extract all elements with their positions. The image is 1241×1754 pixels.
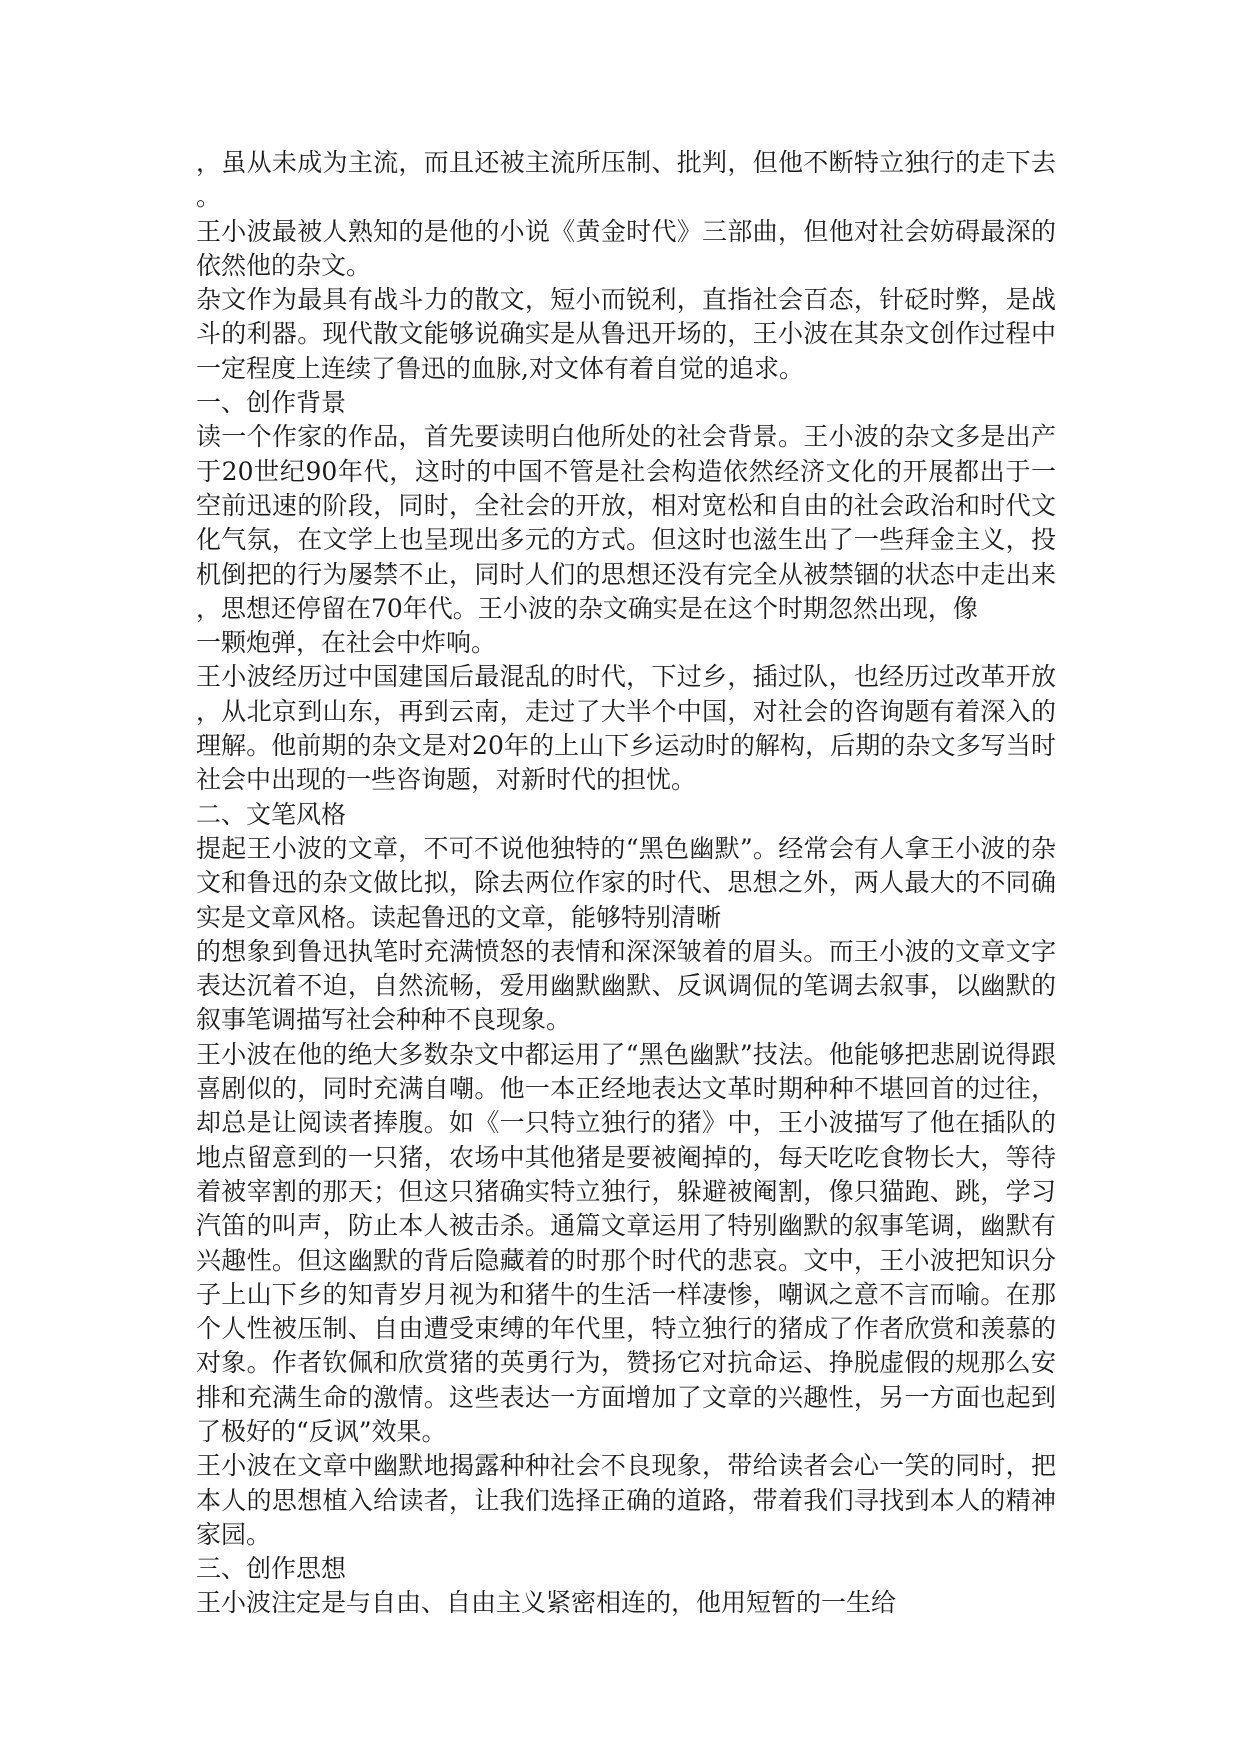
text-line: 一定程度上连续了鲁迅的血脉,对文体有着自觉的追求。 [196, 353, 804, 383]
text-line: 本人的思想植入给读者，让我们选择正确的道路，带着我们寻找到本人的精神 [196, 1485, 1056, 1515]
text-line: 读一个作家的作品，首先要读明白他所处的社会背景。王小波的杂文多是出产 [196, 422, 1056, 452]
text-line: 对象。作者钦佩和欣赏猪的英勇行为，赞扬它对抗命运、挣脱虚假的规那么安 [196, 1348, 1056, 1378]
text-line: 排和充满生命的激情。这些表达一方面增加了文章的兴趣性，另一方面也起到 [196, 1382, 1056, 1412]
text-line: 斗的利器。现代散文能够说确实是从鲁迅开场的，王小波在其杂文创作过程中 [196, 319, 1056, 349]
text-line: 的想象到鲁迅执笔时充满愤怒的表情和深深皱着的眉头。而王小波的文章文字 [196, 936, 1056, 966]
text-line: 喜剧似的，同时充满自嘲。他一本正经地表达文革时期种种不堪回首的过往， [196, 1074, 1056, 1104]
text-line: 王小波经历过中国建国后最混乱的时代，下过乡，插过队，也经历过改革开放 [196, 662, 1056, 692]
text-line: 三、创作思想 [196, 1554, 347, 1584]
text-line: ，思想还停留在70年代。王小波的杂文确实是在这个时期忽然出现，像 [196, 593, 978, 623]
text-line: 子上山下乡的知青岁月视为和猪牛的生活一样凄惨，嘲讽之意不言而喻。在那 [196, 1279, 1056, 1309]
text-line: 着被宰割的那天；但这只猪确实特立独行，躲避被阉割，像只猫跑、跳，学习 [196, 1176, 1056, 1206]
text-line: 杂文作为最具有战斗力的散文，短小而锐利，直指社会百态，针砭时弊，是战 [196, 285, 1056, 315]
text-line: 兴趣性。但这幽默的背后隐藏着的时那个时代的悲哀。文中，王小波把知识分 [196, 1245, 1056, 1275]
text-line: 地点留意到的一只猪，农场中其他猪是要被阉掉的，每天吃吃食物长大，等待 [196, 1142, 1056, 1172]
text-line: 一颗炮弹，在社会中炸响。 [196, 628, 497, 658]
text-line: 机倒把的行为屡禁不止，同时人们的思想还没有完全从被禁锢的状态中走出来 [196, 559, 1056, 589]
text-line: 理解。他前期的杂文是对20年的上山下乡运动时的解构，后期的杂文多写当时 [196, 731, 1056, 761]
text-line: 却总是让阅读者捧腹。如《一只特立独行的猪》中，王小波描写了他在插队的 [196, 1108, 1056, 1138]
text-line: 。 [196, 182, 222, 212]
text-line: 了极好的“反讽”效果。 [196, 1416, 447, 1446]
text-line: 于20世纪90年代，这时的中国不管是社会构造依然经济文化的开展都出于一 [196, 456, 1056, 486]
text-line: 空前迅速的阶段，同时，全社会的开放，相对宽松和自由的社会政治和时代文 [196, 490, 1056, 520]
text-line: 提起王小波的文章，不可不说他独特的“黑色幽默”。经常会有人拿王小波的杂 [196, 833, 1056, 863]
text-line: 个人性被压制、自由遭受束缚的年代里，特立独行的猪成了作者欣赏和羡慕的 [196, 1314, 1056, 1344]
text-line: ，从北京到山东，再到云南，走过了大半个中国，对社会的咨询题有着深入的 [196, 696, 1056, 726]
text-line: 社会中出现的一些咨询题，对新时代的担忧。 [196, 765, 697, 795]
text-line: 二、文笔风格 [196, 799, 347, 829]
text-line: 依然他的杂文。 [196, 250, 372, 280]
text-line: 文和鲁迅的杂文做比拟，除去两位作家的时代、思想之外，两人最大的不同确 [196, 868, 1056, 898]
text-line: 王小波在文章中幽默地揭露种种社会不良现象，带给读者会心一笑的同时，把 [196, 1451, 1056, 1481]
text-line: 实是文章风格。读起鲁迅的文章，能够特别清晰 [196, 902, 722, 932]
text-line: ，虽从未成为主流，而且还被主流所压制、批判，但他不断特立独行的走下去 [196, 148, 1056, 177]
text-line: 王小波最被人熟知的是他的小说《黄金时代》三部曲，但他对社会妨碍最深的 [196, 216, 1056, 246]
text-line: 一、创作背景 [196, 388, 347, 418]
text-line: 叙事笔调描写社会种种不良现象。 [196, 1005, 572, 1035]
text-line: 王小波在他的绝大多数杂文中都运用了“黑色幽默”技法。他能够把悲剧说得跟 [196, 1039, 1056, 1069]
text-line: 表达沉着不迫，自然流畅，爱用幽默幽默、反讽调侃的笔调去叙事，以幽默的 [196, 971, 1056, 1001]
document-body [196, 146, 1056, 1621]
text-line: 汽笛的叫声，防止本人被击杀。通篇文章运用了特别幽默的叙事笔调，幽默有 [196, 1211, 1056, 1241]
text-line: 王小波注定是与自由、自由主义紧密相连的，他用短暂的一生给 [196, 1588, 897, 1618]
text-line: 家园。 [196, 1519, 272, 1549]
text-line: 化气氛，在文学上也呈现出多元的方式。但这时也滋生出了一些拜金主义，投 [196, 525, 1056, 555]
